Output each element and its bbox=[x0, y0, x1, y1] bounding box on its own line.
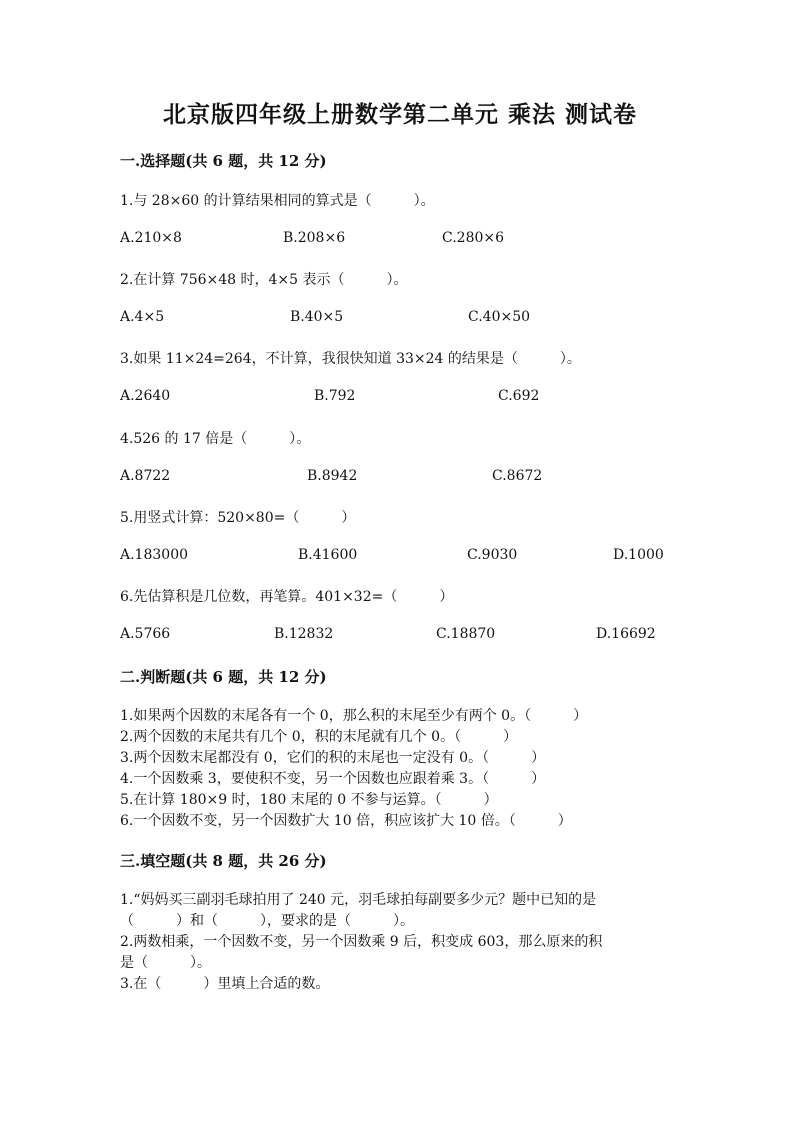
option-d: D.16692 bbox=[596, 626, 656, 642]
option-a: A.210×8 bbox=[120, 230, 182, 246]
judgement-item: 1.如果两个因数的末尾各有一个 0，那么积的末尾至少有两个 0。（ ） bbox=[120, 708, 588, 724]
option-a: A.5766 bbox=[120, 626, 171, 642]
option-a: A.2640 bbox=[120, 388, 171, 404]
question-text: 5.用竖式计算：520×80=（ ） bbox=[120, 510, 356, 526]
option-b: B.12832 bbox=[274, 626, 334, 642]
section-heading-fill-in: 三.填空题(共 8 题，共 26 分) bbox=[120, 852, 327, 870]
option-c: C.692 bbox=[498, 388, 540, 404]
fill-in-line: （ ）和（ ），要求的是（ ）。 bbox=[120, 913, 414, 929]
fill-in-line: 是（ ）。 bbox=[120, 955, 211, 971]
option-b: B.8942 bbox=[307, 468, 358, 484]
section-heading-judgement: 二.判断题(共 6 题，共 12 分) bbox=[120, 668, 327, 686]
page-title: 北京版四年级上册数学第二单元 乘法 测试卷 bbox=[162, 101, 637, 128]
option-b: B.208×6 bbox=[283, 230, 346, 246]
option-c: C.8672 bbox=[492, 468, 543, 484]
option-a: A.183000 bbox=[120, 547, 189, 563]
option-b: B.41600 bbox=[298, 547, 358, 563]
judgement-item: 4.一个因数乘 3，要使积不变，另一个因数也应跟着乘 3。（ ） bbox=[120, 771, 546, 787]
option-d: D.1000 bbox=[613, 547, 664, 563]
fill-in-line: 1.“妈妈买三副羽毛球拍用了 240 元，羽毛球拍每副要多少元？题中已知的是 bbox=[120, 892, 597, 908]
question-text: 2.在计算 756×48 时，4×5 表示（ ）。 bbox=[120, 272, 408, 288]
question-text: 1.与 28×60 的计算结果相同的算式是（ ）。 bbox=[120, 193, 435, 209]
option-c: C.40×50 bbox=[468, 309, 531, 325]
option-b: B.792 bbox=[314, 388, 356, 404]
section-heading-choice: 一.选择题(共 6 题，共 12 分) bbox=[120, 152, 327, 170]
question-text: 6.先估算积是几位数，再笔算。401×32=（ ） bbox=[120, 589, 454, 605]
judgement-item: 3.两个因数末尾都没有 0，它们的积的末尾也一定没有 0。（ ） bbox=[120, 750, 546, 766]
option-c: C.9030 bbox=[467, 547, 518, 563]
question-text: 4.526 的 17 倍是（ ）。 bbox=[120, 431, 311, 447]
option-c: C.18870 bbox=[436, 626, 496, 642]
fill-in-line: 2.两数相乘，一个因数不变，另一个因数乘 9 后，积变成 603，那么原来的积 bbox=[120, 934, 603, 950]
fill-in-line: 3.在（ ）里填上合适的数。 bbox=[120, 976, 330, 992]
judgement-item: 5.在计算 180×9 时，180 末尾的 0 不参与运算。（ ） bbox=[120, 792, 498, 808]
judgement-item: 6.一个因数不变，另一个因数扩大 10 倍，积应该扩大 10 倍。（ ） bbox=[120, 813, 572, 829]
judgement-item: 2.两个因数的末尾共有几个 0，积的末尾就有几个 0。（ ） bbox=[120, 729, 518, 745]
question-text: 3.如果 11×24=264，不计算，我很快知道 33×24 的结果是（ ）。 bbox=[120, 351, 581, 367]
option-b: B.40×5 bbox=[290, 309, 344, 325]
option-a: A.8722 bbox=[120, 468, 171, 484]
option-a: A.4×5 bbox=[120, 309, 165, 325]
option-c: C.280×6 bbox=[442, 230, 505, 246]
